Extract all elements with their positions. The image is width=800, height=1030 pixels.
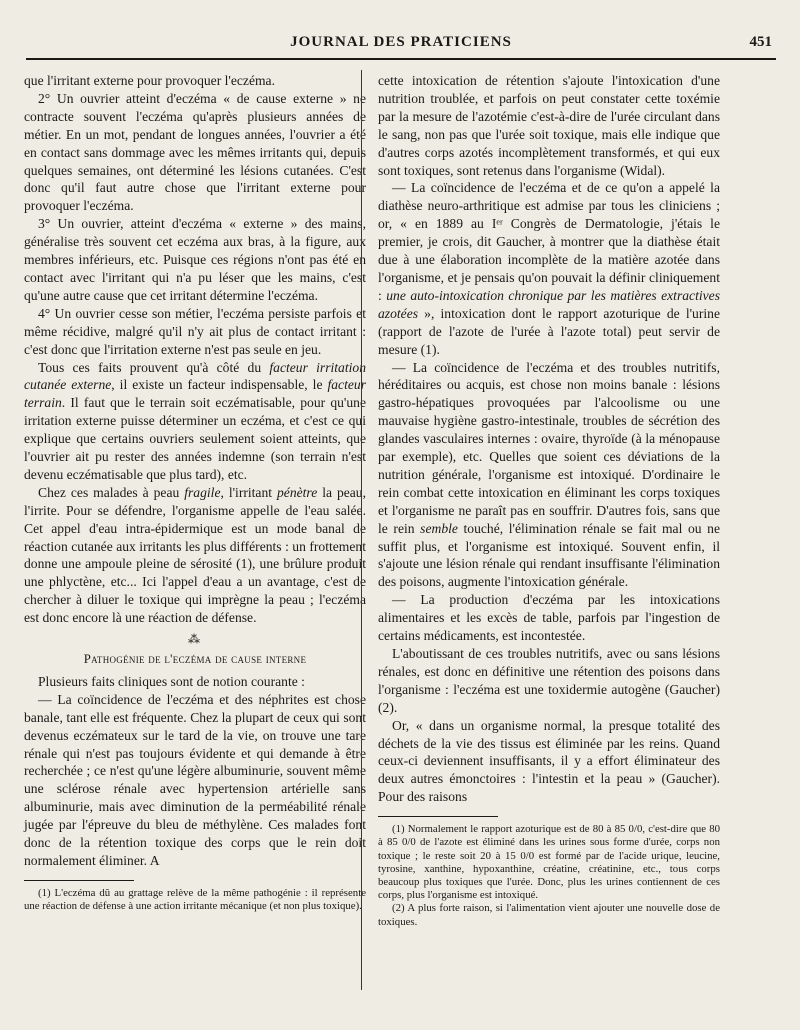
running-header	[26, 30, 776, 60]
footnote: (2) A plus forte raison, si l'alimentation vient ajouter une nouvelle dose de toxiques.	[378, 902, 720, 928]
page-number: 451	[749, 34, 772, 50]
italic-term: pénètre	[276, 484, 318, 500]
paragraph: — La production d'eczéma par les intoxications alimentaires et les excès de table, parfois par l'ingestion de certains médicaments, est incontestée.	[378, 592, 720, 644]
italic-term: facteur terrain	[24, 377, 366, 411]
paragraph: 4° Un ouvrier cesse son métier, l'eczéma persiste parfois et même récidive, malgré qu'il n'y ait plus de contact irritant : c'est donc que l'irritation externe n'est pas seule en jeu.	[24, 305, 366, 357]
paragraph: cette intoxication de rétention s'ajoute l'intoxication d'une nutrition troublée, et parfois on peut constater cette toxémie par la mesure de l'azotémie c'est-à-dire de l'urée circulant dans le sang, non pas que l'urée soit toxique, mais elle indique que d'autres corps azotés incomplètement transformés, et qui eux sont toxiques, sont retenus dans l'organisme (Widal).	[378, 73, 720, 178]
paragraph: L'aboutissant de ces troubles nutritifs, avec ou sans lésions rénales, est donc en définitive une rétention des poisons dans l'organisme : l'eczéma est une toxidermie autogène (Gaucher) (2).	[378, 646, 720, 715]
italic-term: fragile	[184, 484, 221, 500]
italic-term: facteur irritation cutanée externe	[24, 359, 366, 393]
paragraph: Or, « dans un organisme normal, la presque totalité des déchets de la vie des tissus est éliminée par les reins. Quand ceux-ci deviennent insuffisants, il y a effort éliminateur des deux autres émonctoires : l'intestin et la peau » (Gaucher). Pour des raisons	[378, 717, 720, 805]
paragraph: — La coïncidence de l'eczéma et de ce qu'on a appelé la diathèse neuro-arthritique est admise par tous les cliniciens ; or, « en 1889 au Iᵉʳ Congrès de Dermatologie, j'étais le premier, je crois, dit Gaucher, à montrer que la diathèse était due à une élaboration incomplète de la matière azotée dans l'organisme, et je pensais qu'on pouvait la définir cliniquement : une auto-intoxication chronique par les matières extractives azotées », intoxication dont le rapport azoturique de l'urine (rapport de l'azote de l'urée à l'azote total) peut servir de mesure (1).	[378, 180, 720, 357]
left-column	[24, 72, 366, 913]
journal-title: JOURNAL DES PRATICIENS	[290, 34, 512, 50]
italic-quote: une auto-intoxication chronique par les matières extractives azotées	[378, 287, 720, 321]
footnote: (1) L'eczéma dû au grattage relève de la même pathogénie : il représente une réaction de défense à une action irritante mécanique (et non plus toxique).	[24, 886, 366, 913]
paragraph: — La coïncidence de l'eczéma et des néphrites est chose banale, tant elle est fréquente. Chez la plupart de ceux qui sont devenus eczémateux sur le tard de la vie, on trouve une tare rénale qui n'est pas toujours évidente et qui demande à être recherchée ; ce n'est qu'une légère albuminurie, souvent même une sclérose rénale avec hypertension artérielle sans albuminurie, mais avec diminution de la perméabilité rénale jugée par l'épreuve du bleu de méthylène. Ces malades font donc de la rétention toxique des corps que le rein doit normalement éliminer. A	[24, 691, 366, 868]
footnote-rule	[24, 880, 134, 881]
paragraph: Tous ces faits prouvent qu'à côté du facteur irritation cutanée externe, il existe un facteur indispensable, le facteur terrain. Il faut que le terrain soit eczématisable, pour qu'une irritation externe puisse déterminer un eczéma, et c'est ce qui explique que certains ouvriers seulement soient atteints, que l'ouvrier ait pu rester des années indemne (son terrain n'est devenu eczématisable que plus tard), etc.	[24, 359, 366, 482]
italic-term: semble	[420, 520, 458, 536]
paragraph: 3° Un ouvrier, atteint d'eczéma « externe » des mains, généralise très souvent cet eczéma aux bras, à la figure, aux membres inférieurs, etc. Puisque ces régions n'ont pas été en contact avec l'irritant qui n'a pu léser que les mains, c'est qu'une autre cause que cet irritant détermine l'eczéma.	[24, 216, 366, 303]
footnote: (1) Normalement le rapport azoturique est de 80 à 85 0/0, c'est-dire que 80 à 85 0/0 de l'azote est éliminé dans les urines sous forme d'urée, corps non toxique ; le reste soit 20 à 15 0/0 est formé par de l'acide urique, leucine, tyrosine, xanthine, hypoxanthine, créatine, créatinine, etc., tous corps beaucoup plus toxiques que l'urée. Donc, plus les urines contiennent de ces corps, plus l'organisme est intoxiqué.	[378, 823, 720, 902]
section-separator: ⁂	[188, 632, 202, 647]
section-heading: Pathogénie de l'eczéma de cause interne	[83, 652, 307, 666]
right-column	[378, 72, 720, 929]
column-divider	[361, 70, 362, 990]
paragraph: 2° Un ouvrier atteint d'eczéma « de cause externe » ne contracte souvent l'eczéma qu'après plusieurs années de métier. En un mot, pendant de longues années, l'ouvrier a été en contact sans dommage avec les mêmes irritants qui, depuis quelques semaines, ont déterminé les lésions cutanées. C'est donc qu'il faut autre chose que l'irritant externe pour provoquer l'eczéma.	[24, 90, 366, 214]
paragraph: Chez ces malades à peau fragile, l'irritant pénètre la peau, l'irrite. Pour se défendre, l'organisme appelle de l'eau salée. Cet appel d'eau intra-épidermique est un mode banal de réaction cutanée aux irritants les plus différents : un frottement donne une ampoule pleine de sérosité (1), une brûlure produit une phlyctène, etc... Ici l'appel d'eau a un avantage, c'est de chercher à diluer le toxique qui imprègne la peau ; l'eczéma est donc encore là une réaction de défense.	[24, 484, 366, 626]
paragraph: — La coïncidence de l'eczéma et des troubles nutritifs, héréditaires ou acquis, est chose non moins banale : lésions gastro-hépatiques provoquées par l'alcoolisme ou une mauvaise hygiène gastro-intestinale, troubles de sécrétion des glandes vasculaires internes : ovaire, thyroïde (à la ménopause par exemple), etc. Quelles que soient ces déviations de la nutrition générale, l'organisme est intoxiqué. D'ordinaire le rein combat cette intoxication en éliminant les corps toxiques et l'organisme ne paraît pas en souffrir. D'autres fois, sans que le rein semble touché, l'élimination rénale se fait mal ou ne suffit plus, et l'organisme est intoxiqué. Souvent enfin, il s'ajoute une lésion rénale qui rendant insuffisante l'élimination des poisons, augmente l'intoxication générale.	[378, 359, 720, 590]
paragraph: Plusieurs faits cliniques sont de notion courante :	[38, 673, 305, 689]
footnote-rule	[378, 816, 498, 817]
paragraph: que l'irritant externe pour provoquer l'eczéma.	[24, 73, 275, 88]
